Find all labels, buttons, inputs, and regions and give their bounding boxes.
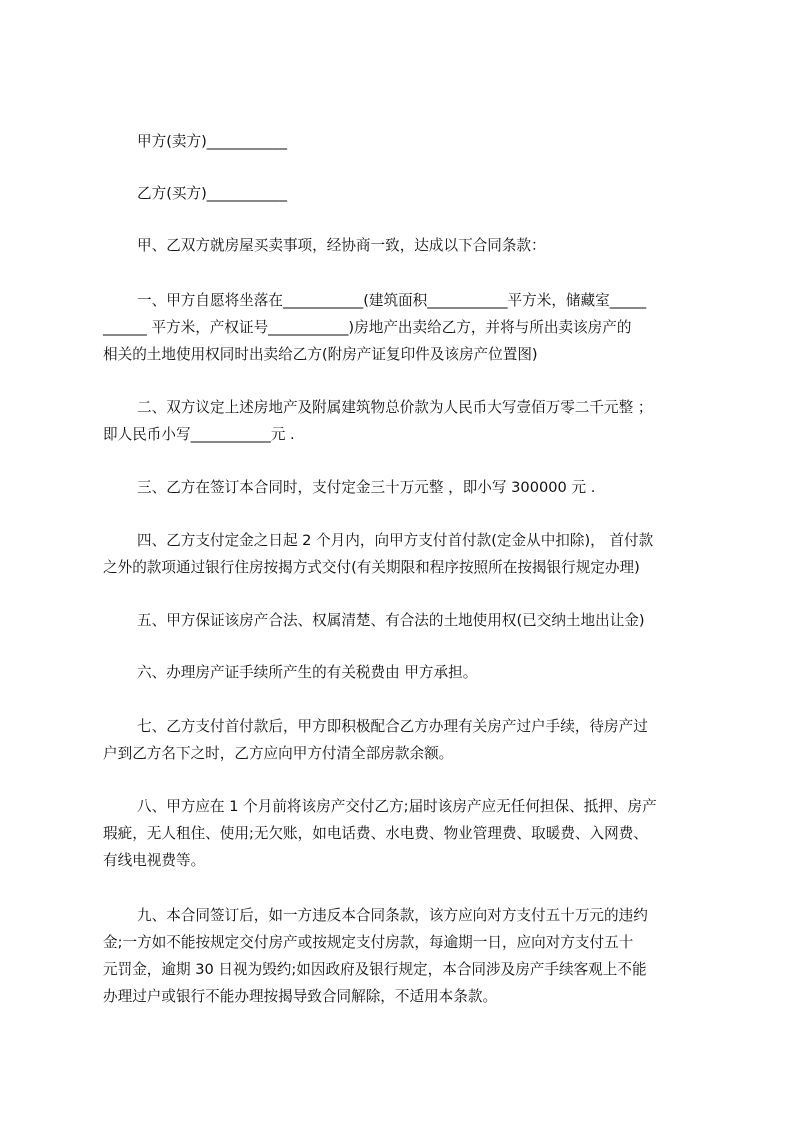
clause-2 — [103, 394, 699, 448]
clause-7 — [103, 713, 699, 767]
clause-2-line: 二、双方议定上述房地产及附属建筑物总价款为人民币大写壹佰万零二千元整 ； — [137, 399, 653, 416]
clause-4-line: 四、乙方支付定金之日起 2 个月内，向甲方支付首付款(定金从中扣除)， 首付款 — [137, 532, 654, 549]
party-b-line — [103, 180, 699, 207]
party-a-line — [103, 128, 699, 155]
clause-7-line: 七、乙方支付首付款后，甲方即积极配合乙方办理有关房产过户手续，待房产过 — [137, 718, 648, 735]
clause-5-text: 五、甲方保证该房产合法、权属清楚、有合法的土地使用权(已交纳土地出让金) — [137, 612, 645, 629]
clause-7-line: 户到乙方名下之时，乙方应向甲方付清全部房款余额。 — [103, 745, 454, 762]
clause-6 — [103, 659, 699, 686]
clause-8-line: 瑕疵，无人租住、使用;无欠账，如电话费、水电费、物业管理费、取暖费、入网费、 — [103, 825, 648, 842]
clause-1-line: ______ 平方米，产权证号___________)房地产出卖给乙方，并将与所出卖该房产的 — [103, 319, 632, 336]
clause-3-text: 三、乙方在签订本合同时，支付定金三十万元整 ，即小写 300000 元 . — [137, 479, 596, 496]
clause-9-line: 九、本合同签订后，如一方违反本合同条款，该方应向对方支付五十万元的违约 — [137, 907, 648, 924]
clause-1-line: 相关的土地使用权同时出卖给乙方(附房产证复印件及该房产位置图) — [103, 346, 538, 363]
clause-6-text: 六、办理房产证手续所产生的有关税费由 甲方承担。 — [137, 664, 478, 681]
clause-1-line: 一、甲方自愿将坐落在___________(建筑面积___________平方米，储藏室_____ — [137, 292, 647, 309]
clause-9-line: 办理过户或银行不能办理按揭导致合同解除，不适用本条款。 — [103, 988, 498, 1005]
clause-4 — [103, 527, 699, 581]
clause-8-line: 有线电视费等。 — [103, 852, 206, 869]
clause-2-line: 即人民币小写___________元 . — [103, 426, 295, 443]
intro-paragraph — [103, 232, 699, 259]
clause-3 — [103, 474, 699, 501]
clause-8-line: 八、甲方应在 1 个月前将该房产交付乙方;届时该房产应无任何担保、抵押、房产 — [137, 798, 657, 815]
party-b-text: 乙方(买方)___________ — [137, 185, 288, 202]
party-a-text: 甲方(卖方)___________ — [137, 133, 288, 150]
clause-4-line: 之外的款项通过银行住房按揭方式交付(有关期限和程序按照所在按揭银行规定办理) — [103, 559, 640, 576]
clause-9-line: 金;一方如不能按规定交付房产或按规定支付房款，每逾期一日，应向对方支付五十 — [103, 934, 634, 951]
clause-8 — [103, 793, 699, 874]
clause-9 — [103, 902, 699, 1010]
intro-text: 甲、乙双方就房屋买卖事项，经协商一致，达成以下合同条款： — [137, 237, 546, 254]
clause-1 — [103, 287, 699, 368]
clause-9-line: 元罚金，逾期 30 日视为毁约;如因政府及银行规定，本合同涉及房产手续客观上不能 — [103, 961, 647, 978]
clause-5 — [103, 607, 699, 634]
